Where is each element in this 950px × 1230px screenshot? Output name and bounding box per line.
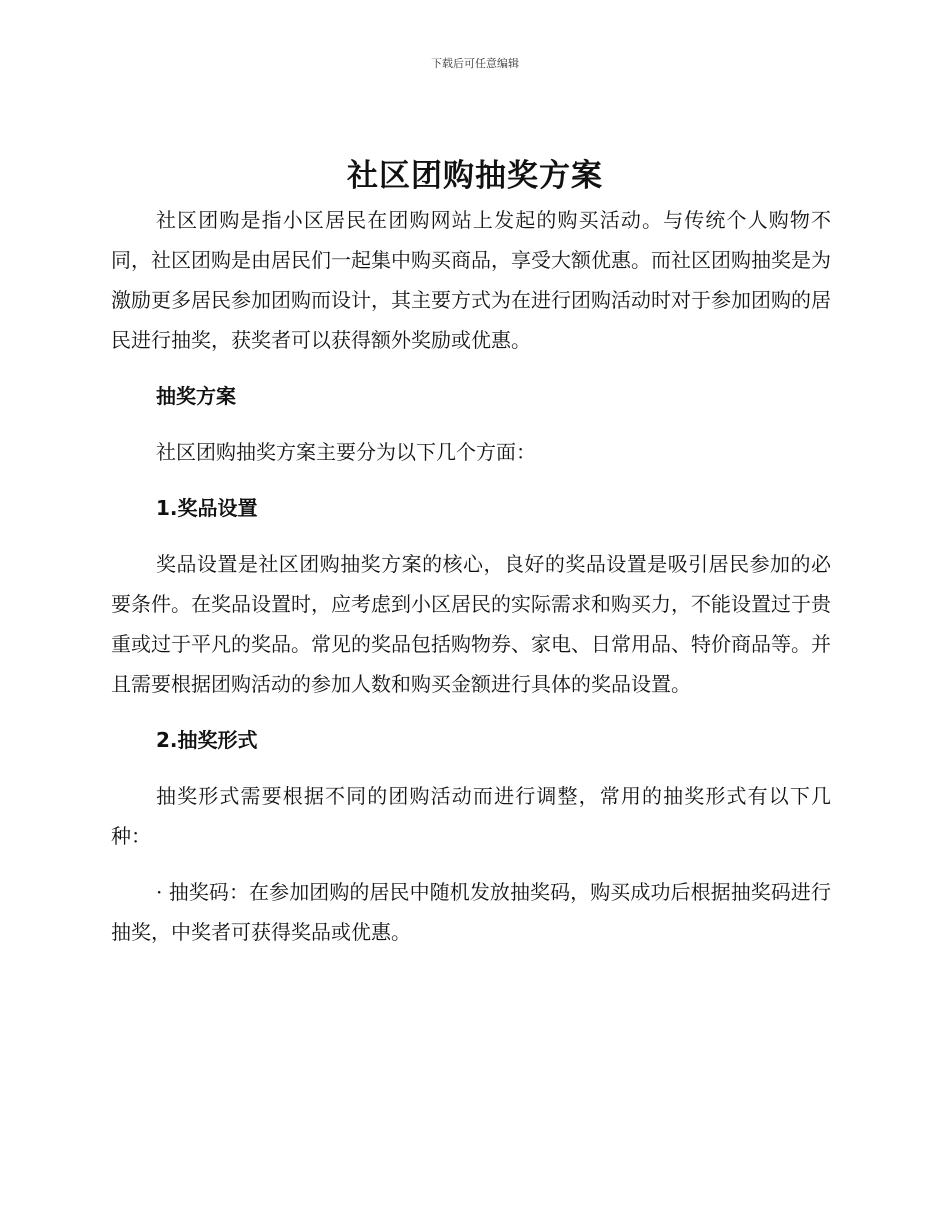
spacer bbox=[111, 416, 831, 432]
page-header: 下载后可任意编辑 bbox=[431, 57, 519, 70]
prizes-paragraph: 奖品设置是社区团购抽奖方案的核心，良好的奖品设置是吸引居民参加的必要条件。在奖品设置时，应考虑到小区居民的实际需求和购买力，不能设置过于贵重或过于平凡的奖品。常见的奖品包括购物券、家电、日常用品、特价商品等。并且需要根据团购活动的参加人数和购买金额进行具体的奖品设置。 bbox=[111, 552, 831, 696]
subsection-heading-format: 2.抽奖形式 bbox=[156, 728, 258, 752]
spacer bbox=[111, 472, 831, 488]
bullet-item: · 抽奖码：在参加团购的居民中随机发放抽奖码，购买成功后根据抽奖码进行抽奖，中奖者可获得奖品或优惠。 bbox=[111, 880, 831, 944]
spacer bbox=[111, 760, 831, 776]
section-intro-paragraph: 社区团购抽奖方案主要分为以下几个方面： bbox=[156, 440, 536, 464]
subsection-heading-prizes: 1.奖品设置 bbox=[156, 496, 258, 520]
spacer bbox=[111, 528, 831, 544]
section-heading: 抽奖方案 bbox=[156, 384, 236, 408]
intro-paragraph: 社区团购是指小区居民在团购网站上发起的购买活动。与传统个人购物不同，社区团购是由居民们一起集中购买商品，享受大额优惠。而社区团购抽奖是为激励更多居民参加团购而设计，其主要方式为在进行团购活动时对于参加团购的居民进行抽奖，获奖者可以获得额外奖励或优惠。 bbox=[111, 208, 831, 352]
spacer bbox=[111, 704, 831, 720]
spacer bbox=[111, 856, 831, 872]
spacer bbox=[111, 360, 831, 376]
document-body bbox=[111, 200, 831, 952]
document-title: 社区团购抽奖方案 bbox=[347, 158, 603, 194]
format-paragraph: 抽奖形式需要根据不同的团购活动而进行调整，常用的抽奖形式有以下几种： bbox=[111, 784, 831, 848]
